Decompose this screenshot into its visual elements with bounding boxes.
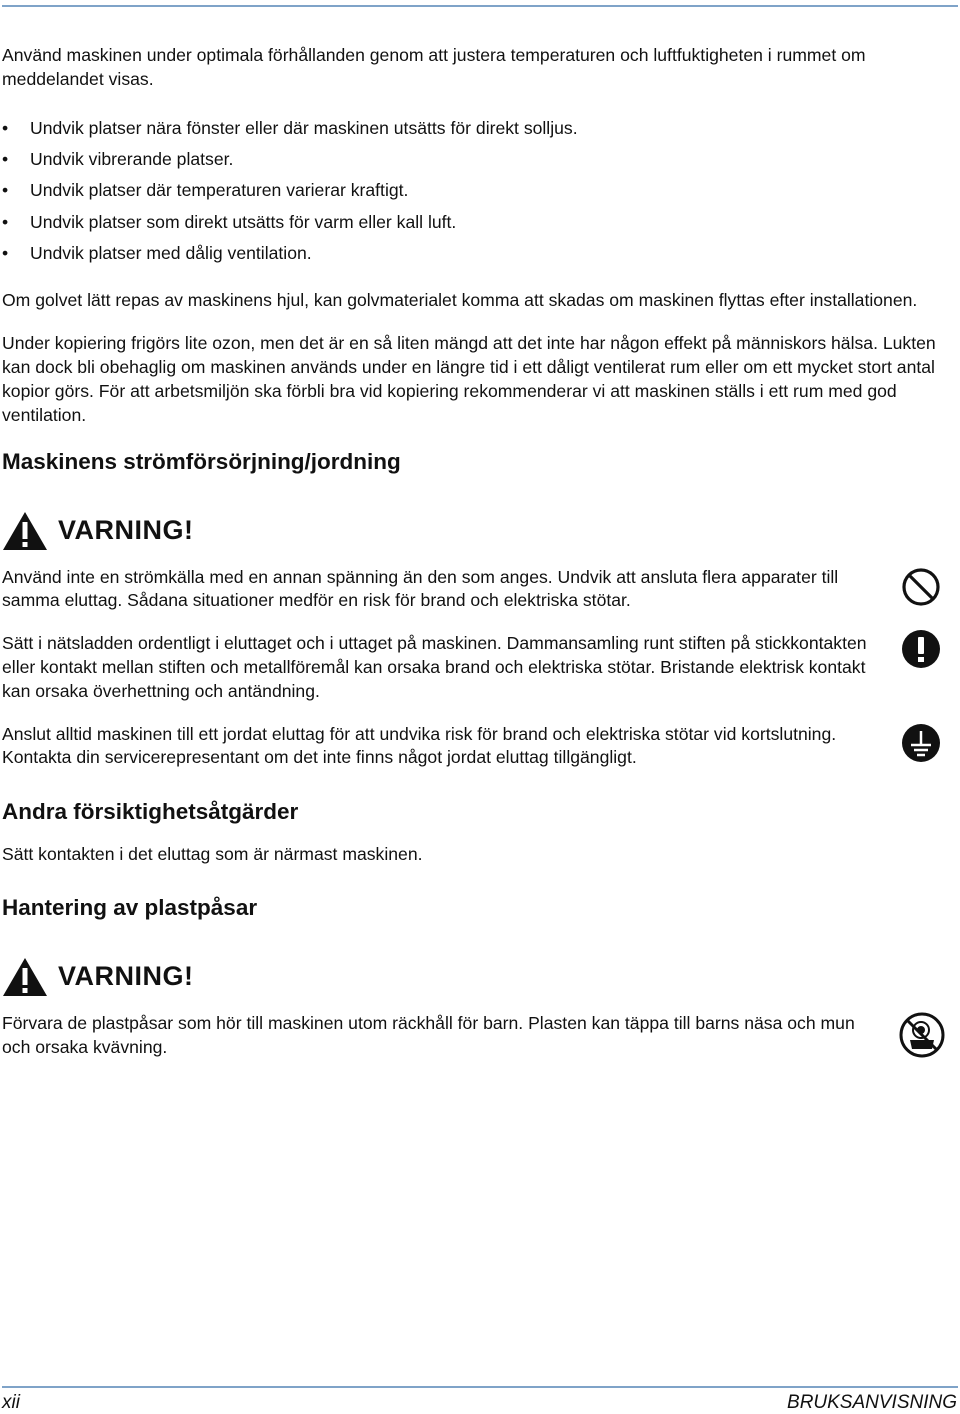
warning-item-plastic-bags: [2, 1012, 957, 1060]
warning-label: VARNING!: [58, 515, 194, 546]
list-item: • Undvik vibrerande platser.: [2, 144, 957, 175]
bullet-glyph: •: [2, 211, 9, 232]
power-warning-header: [2, 509, 957, 553]
bullet-glyph: •: [2, 243, 9, 264]
ground-icon: [901, 723, 941, 763]
bags-section-heading: Hantering av plastpåsar: [2, 894, 258, 920]
top-rule: [2, 5, 958, 7]
warning-item-voltage: [2, 566, 957, 614]
placement-bullet-list: [2, 113, 957, 270]
document-body: [2, 44, 957, 1060]
warning-label: VARNING!: [58, 961, 194, 992]
bags-warning-header: [2, 955, 957, 999]
warning-text: Anslut alltid maskinen till ett jordat eluttag för att undvika risk för brand och elektriska stötar vid kortslutning. Kontakta din servicerepresentant om det inte finns något jordat eluttag tillgängligt.: [2, 723, 837, 768]
warning-item-ground: [2, 723, 957, 771]
document-title: BRUKSANVISNING: [787, 1392, 957, 1413]
bullet-glyph: •: [2, 180, 9, 201]
intro-paragraph: Använd maskinen under optimala förhållanden genom att justera temperaturen och luftfuktigheten i rummet om meddelandet visas.: [2, 45, 866, 89]
no-plastic-bag-icon: [899, 1012, 945, 1058]
warning-text: Förvara de plastpåsar som hör till maskinen utom räckhåll för barn. Plasten kan täppa till barns näsa och mun och orsaka kvävning.: [2, 1012, 855, 1057]
prohibition-icon: [901, 567, 941, 607]
bullet-glyph: •: [2, 149, 9, 169]
warning-text: Sätt i nätsladden ordentligt i eluttaget och i uttaget på maskinen. Dammansamling runt stiften på stickkontakten eller kontakt mellan stiften och metallföremål kan orsaka brand och elektriska stötar. Bristande elektrisk kontakt kan orsaka överhettning och antändning.: [2, 633, 867, 701]
other-section-heading: Andra försiktighetsåtgärder: [2, 799, 299, 825]
warning-item-plug: [2, 632, 957, 703]
mandatory-action-icon: [901, 629, 941, 669]
ozone-paragraph: Under kopiering frigörs lite ozon, men det är en så liten mängd att det inte har någon effekt på människors hälsa. Lukten kan dock bli obehaglig om maskinen används under en längre tid i ett dåligt ventilerat rum eller om ett mycket stort antal kopior görs. För att arbetsmiljön ska förbli bra vid kopiering rekommenderar vi att maskinen ställs i ett rum med god ventilation.: [2, 333, 936, 425]
bottom-rule: [2, 1386, 958, 1388]
floor-paragraph: Om golvet lätt repas av maskinens hjul, kan golvmaterialet komma att skadas om maskinen flyttas efter installationen.: [2, 289, 918, 310]
list-item: • Undvik platser nära fönster eller där maskinen utsätts för direkt solljus.: [2, 113, 957, 144]
other-section-text: Sätt kontakten i det eluttag som är närmast maskinen.: [2, 844, 423, 865]
page-number: xii: [2, 1392, 20, 1413]
power-section-heading: Maskinens strömförsörjning/jordning: [2, 448, 401, 474]
list-item: • Undvik platser som direkt utsätts för varm eller kall luft.: [2, 207, 957, 238]
warning-triangle-icon: [2, 957, 48, 997]
warning-text: Använd inte en strömkälla med en annan spänning än den som anges. Undvik att ansluta flera apparater till samma eluttag. Sådana situationer medför en risk för brand och elektriska stötar.: [2, 566, 839, 611]
bullet-glyph: •: [2, 117, 9, 138]
warning-triangle-icon: [2, 511, 48, 551]
list-item: • Undvik platser med dålig ventilation.: [2, 238, 957, 269]
list-item: • Undvik platser där temperaturen varierar kraftigt.: [2, 175, 957, 206]
